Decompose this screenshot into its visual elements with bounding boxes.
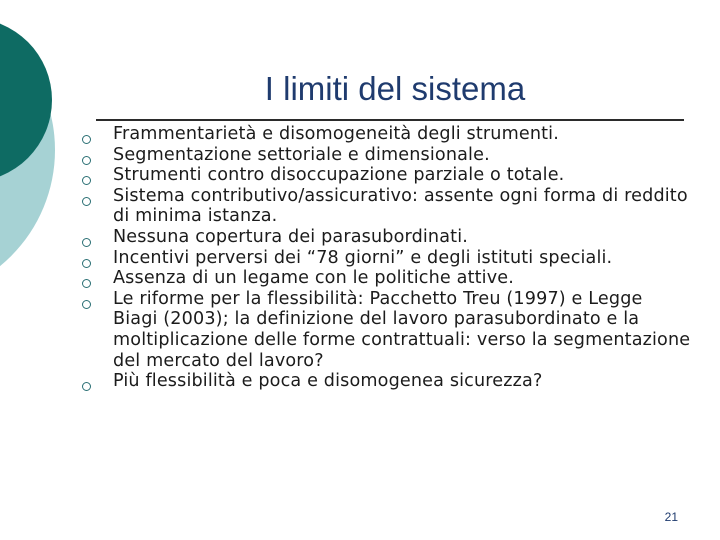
bullet-item: Incentivi perversi dei “78 giorni” e degli istituti speciali. [82, 248, 692, 269]
ring-bullet-icon [82, 382, 91, 391]
ring-bullet-icon [82, 156, 91, 165]
slide-title: I limiti del sistema [264, 70, 526, 107]
title-underline [96, 119, 684, 121]
decorative-circles [0, 0, 80, 300]
bullet-item: Le riforme per la flessibilità: Pacchetto Treu (1997) e Legge Biagi (2003); la definizione del lavoro parasubordinato e la moltiplicazione delle forme contrattuali: verso la segmentazione del mercato del lavoro? [82, 289, 692, 371]
bullet-item: Segmentazione settoriale e dimensionale. [82, 145, 692, 166]
ring-bullet-icon [82, 238, 91, 247]
ring-bullet-icon [82, 135, 91, 144]
ring-bullet-icon [82, 197, 91, 206]
bullet-item: Nessuna copertura dei parasubordinati. [82, 227, 692, 248]
ring-bullet-icon [82, 279, 91, 288]
page-number: 21 [664, 510, 678, 524]
ring-bullet-icon [82, 259, 91, 268]
ring-bullet-icon [82, 300, 91, 309]
bullet-list [82, 124, 692, 392]
bullet-item: Più flessibilità e poca e disomogenea sicurezza? [82, 371, 692, 392]
ring-bullet-icon [82, 176, 91, 185]
bullet-item: Frammentarietà e disomogeneità degli strumenti. [82, 124, 692, 145]
bullet-item: Assenza di un legame con le politiche attive. [82, 268, 692, 289]
bullet-item: Sistema contributivo/assicurativo: assente ogni forma di reddito di minima istanza. [82, 186, 692, 227]
bullet-item: Strumenti contro disoccupazione parziale o totale. [82, 165, 692, 186]
